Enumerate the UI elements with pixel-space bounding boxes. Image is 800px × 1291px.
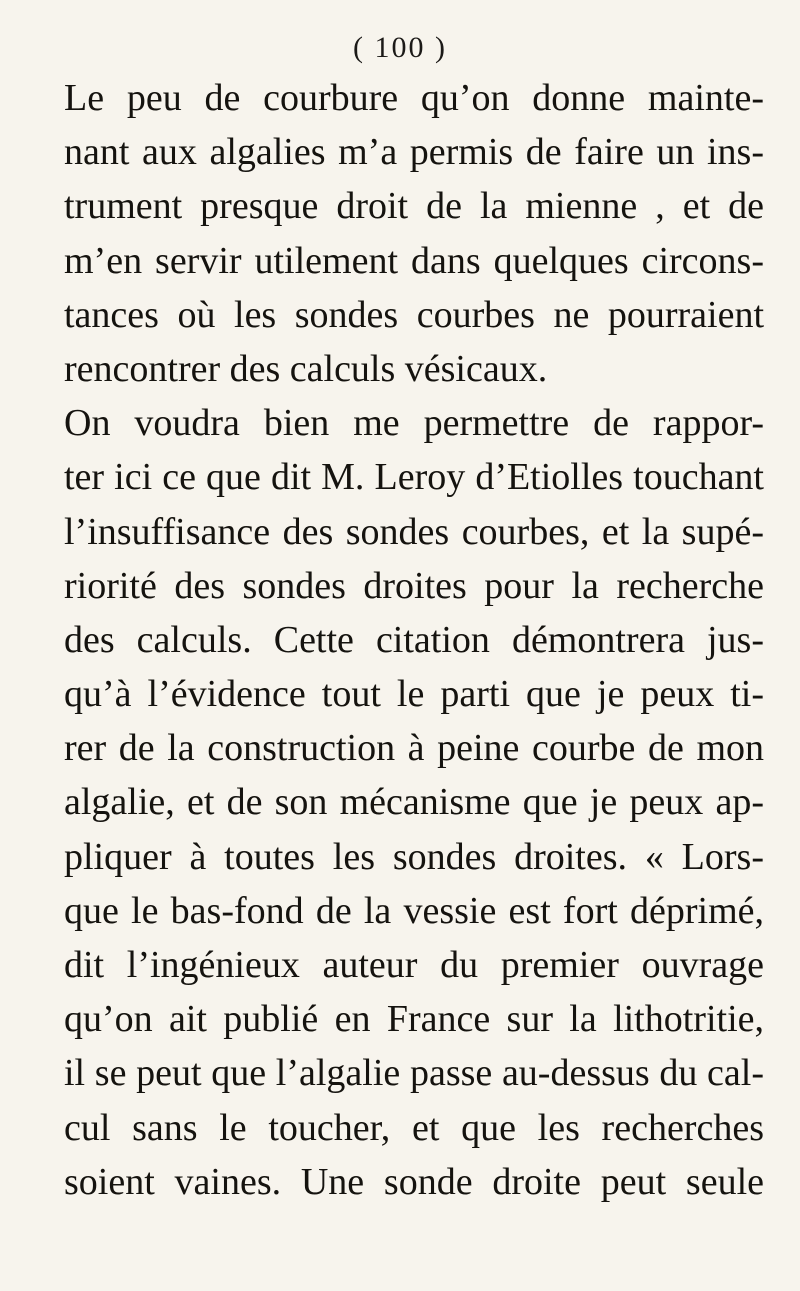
text-line: m’en servir utilement dans quelques circons- — [64, 239, 764, 282]
text-line: pliquer à toutes les sondes droites. « Lors- — [64, 835, 764, 878]
page-number: ( 100 ) — [353, 31, 447, 64]
text-line: riorité des sondes droites pour la recherche — [64, 564, 764, 607]
text-line: Le peu de courbure qu’on donne mainte- — [64, 77, 764, 119]
text-line: dit l’ingénieux auteur du premier ouvrage — [64, 944, 764, 986]
text-line: il se peut que l’algalie passe au-dessus du cal- — [64, 1052, 764, 1095]
text-line: qu’on ait publié en France sur la lithotritie, — [64, 998, 764, 1041]
text-line: algalie, et de son mécanisme que je peux ap- — [64, 781, 764, 824]
text-line: trument presque droit de la mienne , et de — [64, 185, 764, 228]
text-line: rer de la construction à peine courbe de mon — [64, 727, 764, 770]
text-line: des calculs. Cette citation démontrera jus- — [64, 618, 764, 661]
text-line: nant aux algalies m’a permis de faire un ins- — [64, 131, 764, 174]
text-line: que le bas-fond de la vessie est fort déprimé, — [64, 889, 764, 932]
text-line: soient vaines. Une sonde droite peut seule — [64, 1160, 764, 1203]
text-line: qu’à l’évidence tout le parti que je peux ti- — [64, 673, 764, 716]
text-line: tances où les sondes courbes ne pourraient — [64, 293, 764, 336]
text-line: On voudra bien me permettre de rappor- — [64, 402, 764, 445]
body-text — [64, 71, 764, 1209]
text-line: rencontrer des calculs vésicaux. — [64, 347, 548, 390]
text-line: cul sans le toucher, et que les recherches — [64, 1106, 764, 1149]
text-line: ter ici ce que dit M. Leroy d’Etiolles touchant — [64, 456, 764, 499]
text-line: l’insuffisance des sondes courbes, et la supé- — [64, 510, 764, 553]
